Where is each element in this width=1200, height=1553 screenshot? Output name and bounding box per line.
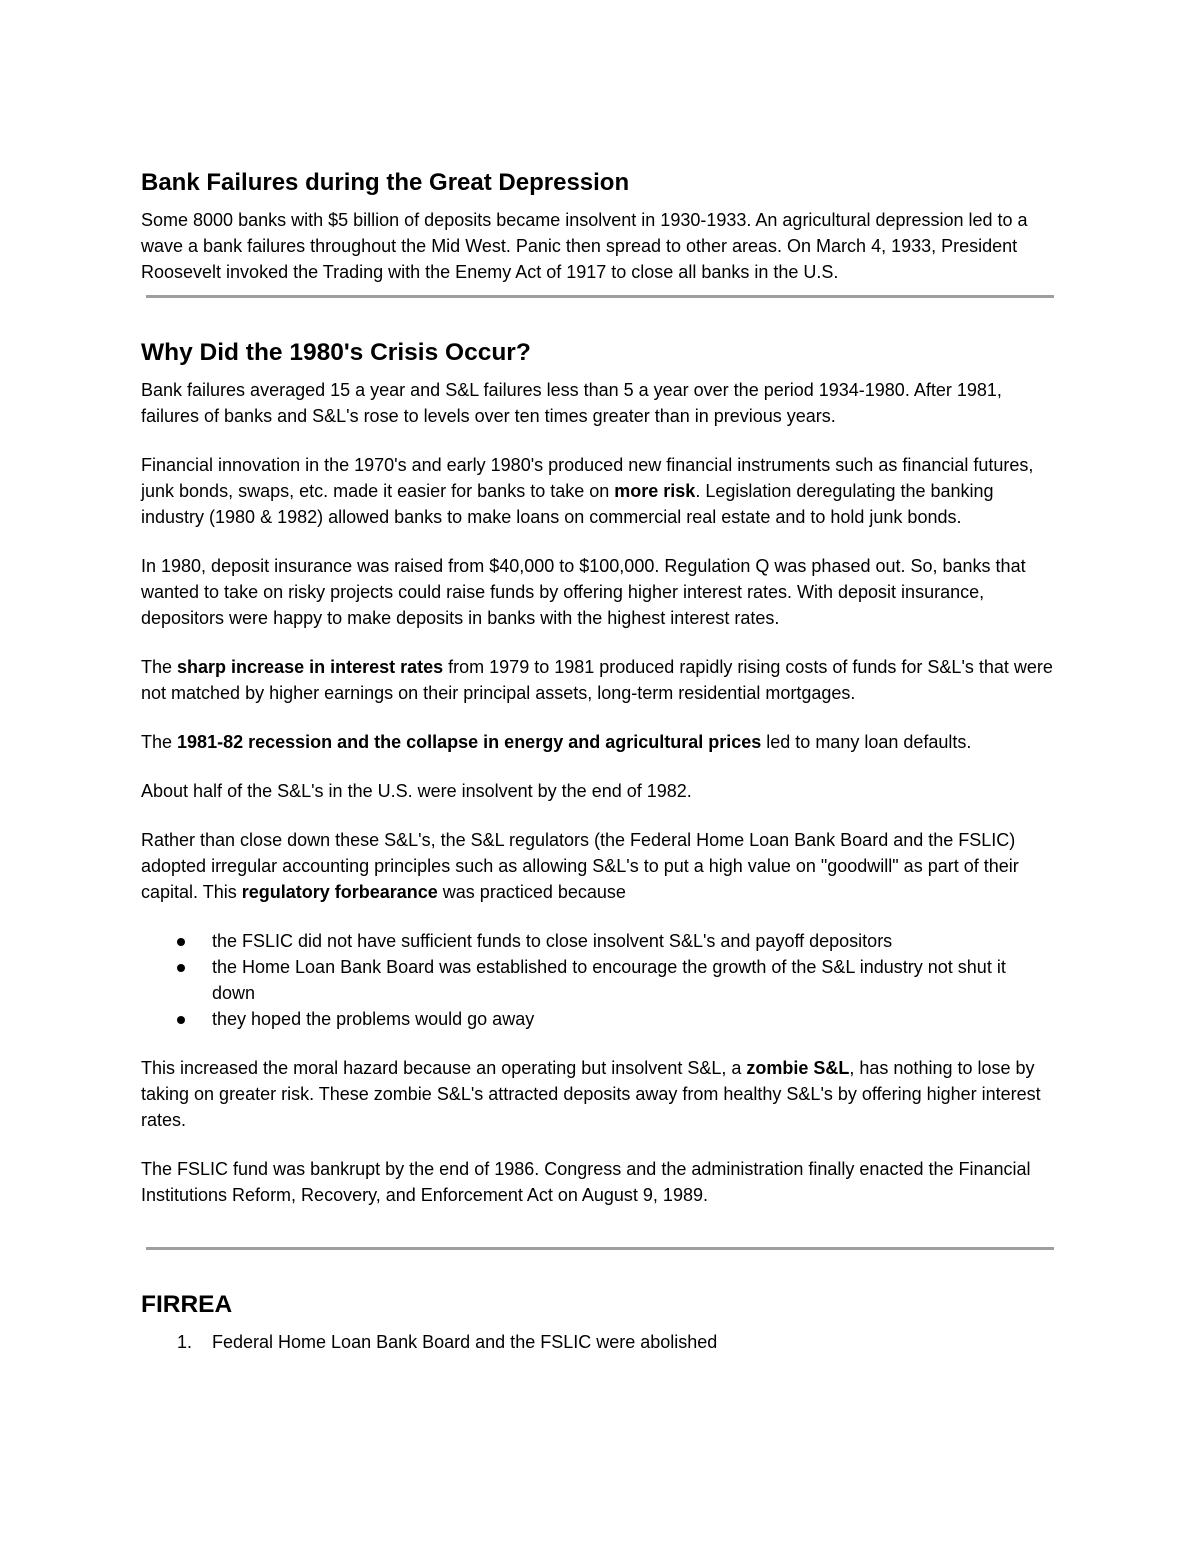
paragraph-fslic-bankrupt: The FSLIC fund was bankrupt by the end of 1986. Congress and the administration finally enacted the Financial Institutions Reform, Recovery, and Enforcement Act on August 9, 1989. xyxy=(141,1159,1031,1205)
list-item: the Home Loan Bank Board was established to encourage the growth of the S&L industry not shut it down xyxy=(141,954,1056,1006)
heading-great-depression: Bank Failures during the Great Depression xyxy=(141,169,630,196)
bold-more-risk: more risk xyxy=(614,481,696,501)
heading-1980s-crisis: Why Did the 1980's Crisis Occur? xyxy=(141,339,531,366)
document-page xyxy=(141,166,1056,1355)
paragraph-recession: The 1981-82 recession and the collapse in energy and agricultural prices led to many loan defaults. xyxy=(141,732,972,752)
paragraph-interest-rates: The sharp increase in interest rates from 1979 to 1981 produced rapidly rising costs of funds for S&L's that were not matched by higher earnings on their principal assets, long-term residential mortgages. xyxy=(141,657,1053,703)
list-item: they hoped the problems would go away xyxy=(141,1006,1056,1032)
bold-regulatory-forbearance: regulatory forbearance xyxy=(241,882,438,902)
horizontal-divider xyxy=(146,295,1054,298)
bold-interest-rates: sharp increase in interest rates xyxy=(177,657,444,677)
paragraph-financial-innovation: Financial innovation in the 1970's and early 1980's produced new financial instruments such as financial futures, junk bonds, swaps, etc. made it easier for banks to take on more risk. Legislation deregulating the banking industry (1980 & 1982) allowed banks to make loans on commercial real estate and to hold junk bonds. xyxy=(141,455,1034,527)
paragraph-regulators: Rather than close down these S&L's, the S&L regulators (the Federal Home Loan Bank Board and the FSLIC) adopted irregular accounting principles such as allowing S&L's to put a high value on "goodwill" as part of their capital. This regulatory forbearance was practiced because xyxy=(141,830,1019,902)
paragraph-great-depression: Some 8000 banks with $5 billion of deposits became insolvent in 1930-1933. An agricultural depression led to a wave a bank failures throughout the Mid West. Panic then spread to other areas. On March 4, 1933, President Roosevelt invoked the Trading with the Enemy Act of 1917 to close all banks in the U.S. xyxy=(141,210,1028,282)
paragraph-insolvent-half: About half of the S&L's in the U.S. were insolvent by the end of 1982. xyxy=(141,781,692,801)
bullet-icon xyxy=(177,1016,185,1024)
numbered-list-firrea xyxy=(141,1329,1056,1355)
bullet-icon xyxy=(177,938,185,946)
horizontal-divider xyxy=(146,1247,1054,1250)
list-item: the FSLIC did not have sufficient funds to close insolvent S&L's and payoff depositors xyxy=(141,928,1056,954)
bullet-icon xyxy=(177,964,185,972)
list-item: 1. Federal Home Loan Bank Board and the FSLIC were abolished xyxy=(177,1332,718,1352)
paragraph-failure-rates: Bank failures averaged 15 a year and S&L failures less than 5 a year over the period 1934-1980. After 1981, failures of banks and S&L's rose to levels over ten times greater than in previous years. xyxy=(141,380,1002,426)
heading-firrea: FIRREA xyxy=(141,1291,233,1318)
paragraph-deposit-insurance: In 1980, deposit insurance was raised from $40,000 to $100,000. Regulation Q was phased out. So, banks that wanted to take on risky projects could raise funds by offering higher interest rates. With deposit insurance, depositors were happy to make deposits in banks with the highest interest rates. xyxy=(141,556,1026,628)
bold-zombie-sl: zombie S&L xyxy=(746,1058,850,1078)
bullet-list-reasons xyxy=(141,928,1056,1032)
bold-recession: 1981-82 recession and the collapse in energy and agricultural prices xyxy=(177,732,762,752)
paragraph-moral-hazard: This increased the moral hazard because an operating but insolvent S&L, a zombie S&L, has nothing to lose by taking on greater risk. These zombie S&L's attracted deposits away from healthy S&L's by offering higher interest rates. xyxy=(141,1058,1041,1130)
